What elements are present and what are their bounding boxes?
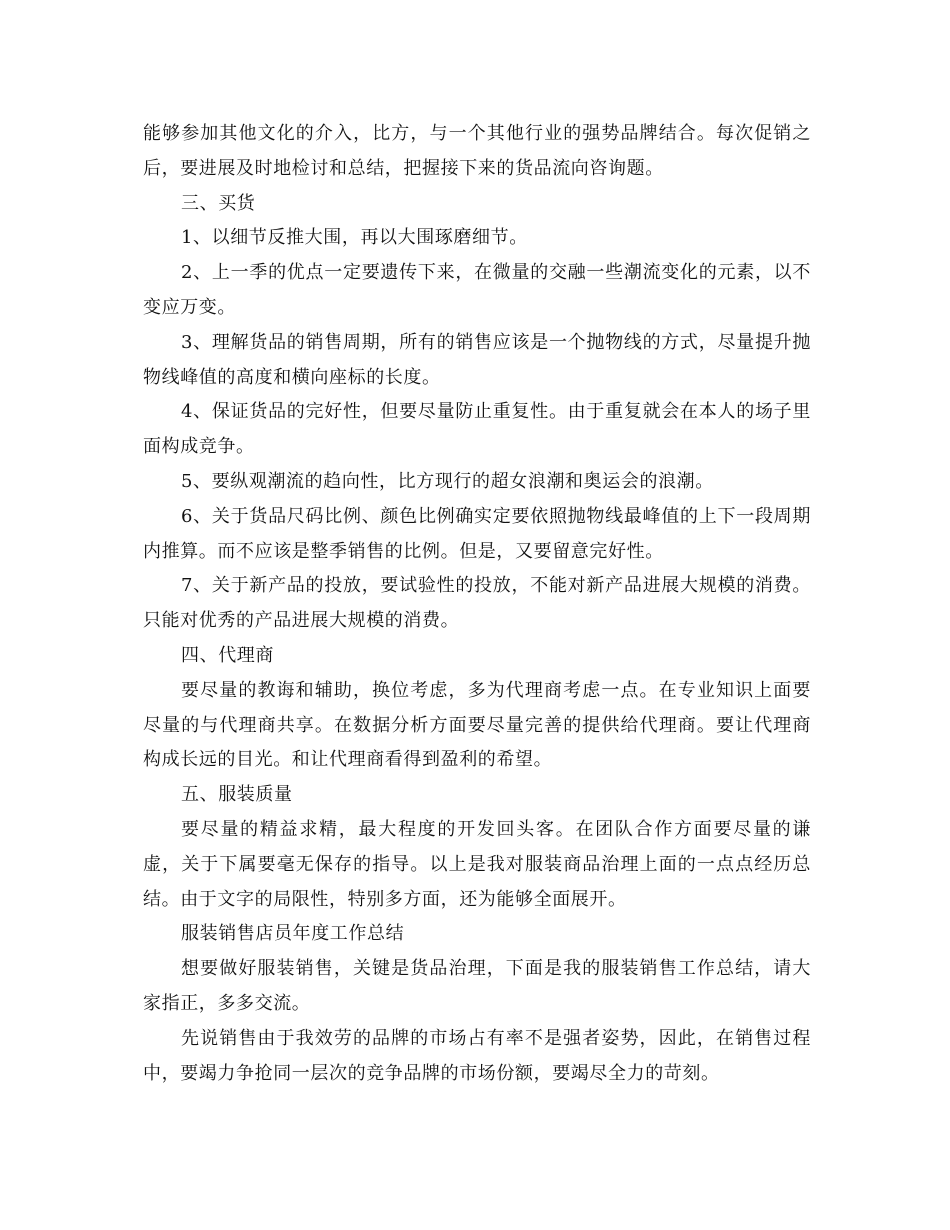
list-item: 6、关于货品尺码比例、颜色比例确实定要依照抛物线最峰值的上下一段周期内推算。而不应该是整季销售的比例。但是，又要留意完好性。 [143, 505, 811, 562]
paragraph: 能够参加其他文化的介入，比方，与一个其他行业的强势品牌结合。每次促销之后，要进展及时地检讨和总结，把握接下来的货品流向咨询题。 [143, 123, 811, 179]
section-heading-quality: 五、服装质量 [181, 784, 293, 806]
list-item: 3、理解货品的销售周期，所有的销售应该是一个抛物线的方式，尽量提升抛物线峰值的高度和横向座标的长度。 [143, 331, 811, 388]
section-heading-agents: 四、代理商 [181, 644, 274, 666]
paragraph: 想要做好服装销售，关键是货品治理，下面是我的服装销售工作总结，请大家指正，多多交流。 [143, 958, 811, 1014]
list-item: 4、保证货品的完好性，但要尽量防止重复性。由于重复就会在本人的场子里面构成竞争。 [143, 401, 811, 458]
section-heading-buying: 三、买货 [181, 192, 256, 214]
list-item: 2、上一季的优点一定要遗传下来，在微量的交融一些潮流变化的元素，以不变应万变。 [143, 262, 811, 318]
section-heading-annual-summary: 服装销售店员年度工作总结 [181, 923, 405, 945]
document-body [143, 117, 811, 1091]
list-item: 1、以细节反推大围，再以大围琢磨细节。 [181, 227, 528, 249]
paragraph: 要尽量的教诲和辅助，换位考虑，多为代理商考虑一点。在专业知识上面要尽量的与代理商共享。在数据分析方面要尽量完善的提供给代理商。要让代理商构成长远的目光。和让代理商看得到盈利的希望。 [143, 679, 811, 771]
list-item: 5、要纵观潮流的趋向性，比方现行的超女浪潮和奥运会的浪潮。 [181, 470, 714, 492]
list-item: 7、关于新产品的投放，要试验性的投放，不能对新产品进展大规模的消费。只能对优秀的产品进展大规模的消费。 [143, 575, 811, 632]
paragraph: 先说销售由于我效劳的品牌的市场占有率不是强者姿势，因此，在销售过程中，要竭力争抢同一层次的竞争品牌的市场份额，要竭尽全力的苛刻。 [143, 1027, 811, 1084]
paragraph: 要尽量的精益求精，最大程度的开发回头客。在团队合作方面要尽量的谦虚，关于下属要毫无保存的指导。以上是我对服装商品治理上面的一点点经历总结。由于文字的局限性，特别多方面，还为能够全面展开。 [143, 818, 811, 910]
